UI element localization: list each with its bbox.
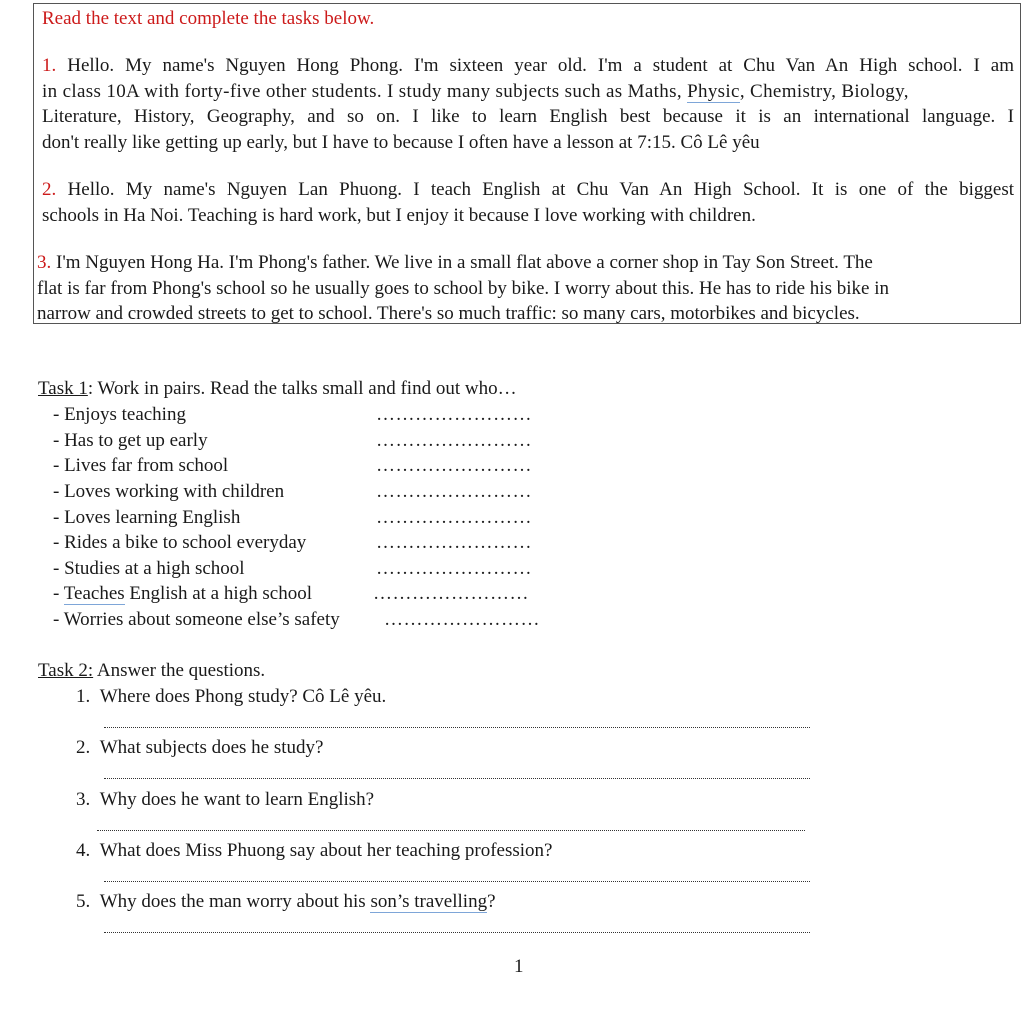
answer-line[interactable] bbox=[104, 778, 810, 779]
paragraph-3: 3. I'm Nguyen Hong Ha. I'm Phong's father. We live in a small flat above a corner shop in Tay Son Street. The flat is far from Phong's school so he usually goes to school by bike. I worry about this. He has to ride his bike in narrow and crowded streets to get to school. There's so much traffic: so many cars, motorbikes and bicycles. bbox=[37, 252, 889, 324]
answer-line[interactable] bbox=[104, 932, 810, 933]
task-1-item: - Loves learning English bbox=[53, 507, 241, 528]
page-number: 1 bbox=[514, 956, 524, 977]
answer-blank[interactable]: …………………… bbox=[384, 609, 540, 630]
question-5: 5. Why does the man worry about his son’s travelling? bbox=[76, 891, 496, 912]
paragraph-1: 1. Hello. My name's Nguyen Hong Phong. I'm sixteen year old. I'm a student at Chu Van An High school. I am in class 10A with forty-five other students. I study many subjects such as Maths, Physic, Chemistry, Biology, Literature, History, Geography, and so on. I like to learn English best because it is an international language. I don't really like getting up early, but I have to because I often have a lesson at 7:15. Cô Lê yêu bbox=[42, 55, 1015, 153]
paragraph-3-number: 3. bbox=[37, 252, 52, 273]
answer-line[interactable] bbox=[97, 830, 805, 831]
answer-line[interactable] bbox=[104, 727, 810, 728]
question-2: 2. What subjects does he study? bbox=[76, 737, 324, 758]
answer-blank[interactable]: …………………… bbox=[376, 404, 532, 425]
paragraph-1-number: 1. bbox=[42, 55, 57, 76]
task-1-title: Task 1: Work in pairs. Read the talks small and find out who… bbox=[38, 378, 517, 399]
reading-text-box bbox=[33, 3, 1021, 324]
answer-blank[interactable]: …………………… bbox=[376, 558, 532, 579]
answer-blank[interactable]: …………………… bbox=[376, 455, 532, 476]
task-1-item: - Studies at a high school bbox=[53, 558, 245, 579]
paragraph-2-number: 2. bbox=[42, 179, 57, 200]
answer-blank[interactable]: …………………… bbox=[376, 507, 532, 528]
task-1-item: - Teaches English at a high school bbox=[53, 583, 312, 604]
task-1-item: - Rides a bike to school everyday bbox=[53, 532, 307, 553]
question-4: 4. What does Miss Phuong say about her teaching profession? bbox=[76, 840, 553, 861]
spelling-mark: Physic bbox=[687, 80, 740, 102]
task-2-title: Task 2: Answer the questions. bbox=[38, 660, 266, 681]
box-title: Read the text and complete the tasks below. bbox=[42, 8, 375, 29]
answer-blank[interactable]: …………………… bbox=[376, 481, 532, 502]
task-1-item: - Enjoys teaching bbox=[53, 404, 186, 425]
task-1-item: - Has to get up early bbox=[53, 430, 208, 451]
paragraph-2: 2. Hello. My name's Nguyen Lan Phuong. I teach English at Chu Van An High School. It is one of the biggest schools in Ha Noi. Teaching is hard work, but I enjoy it because I love working with children. bbox=[42, 179, 1015, 226]
task-1-item: - Worries about someone else’s safety bbox=[53, 609, 340, 630]
answer-blank[interactable]: …………………… bbox=[373, 583, 529, 604]
task-1-item: - Loves working with children bbox=[53, 481, 285, 502]
question-3: 3. Why does he want to learn English? bbox=[76, 789, 375, 810]
answer-blank[interactable]: …………………… bbox=[376, 532, 532, 553]
answer-blank[interactable]: …………………… bbox=[376, 430, 532, 451]
answer-line[interactable] bbox=[104, 881, 810, 882]
task-1-item: - Lives far from school bbox=[53, 455, 229, 476]
question-1: 1. Where does Phong study? Cô Lê yêu. bbox=[76, 686, 387, 707]
